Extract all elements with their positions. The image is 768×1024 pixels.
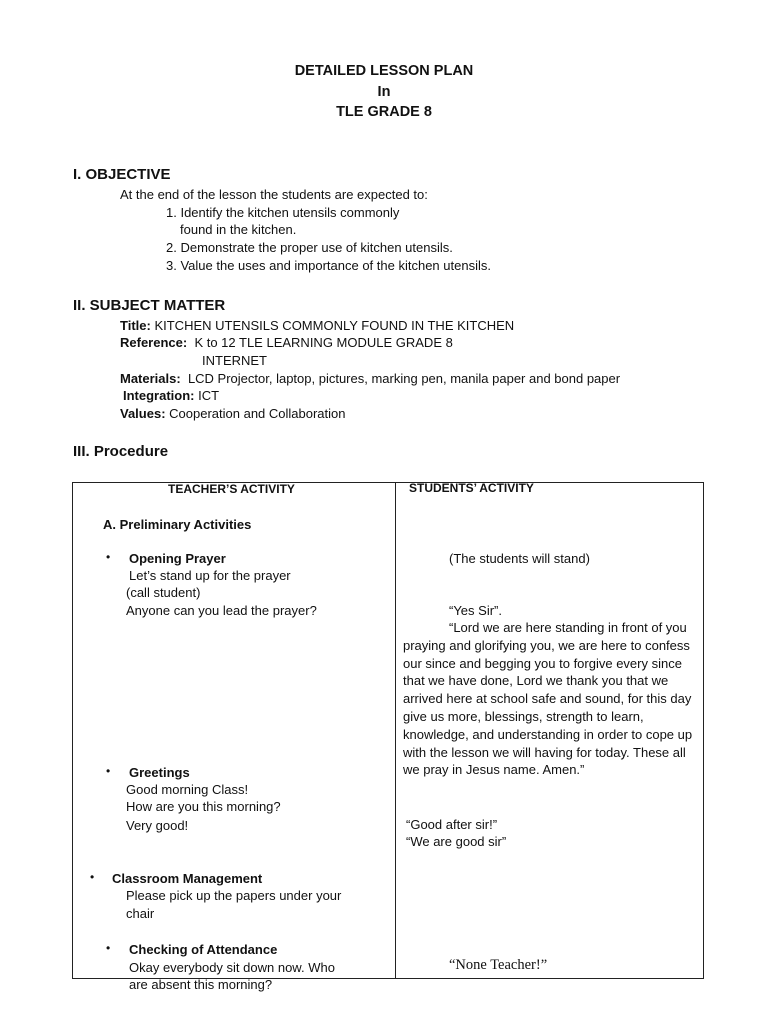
integration-row xyxy=(123,388,219,403)
teacher-activity-header: TEACHER’S ACTIVITY xyxy=(168,482,295,496)
bullet-attendance: • xyxy=(106,941,111,955)
students-prayer-text: “Lord we are here standing in front of you praying and glorifying you, we are here to confess our since and begging you to forgive every since that we have done, Lord we thank you that we arrived here at school safe and sound, for this day give us more, blessings, strength to learn, knowledge, and understanding in order to cope up with the lesson we will having for today. These all we pray in Jesus name. Amen.” xyxy=(403,620,693,778)
materials-label: Materials: xyxy=(120,371,181,386)
students-none: “None Teacher!” xyxy=(449,957,548,973)
classroom-management-line-2: chair xyxy=(126,906,155,921)
objective-item-3: 3. Value the uses and importance of the kitchen utensils. xyxy=(166,258,491,273)
classroom-management-label: Classroom Management xyxy=(112,871,263,886)
students-good: “We are good sir” xyxy=(406,834,507,849)
procedure-heading: III. Procedure xyxy=(73,443,169,460)
greetings-label: Greetings xyxy=(129,765,190,780)
classroom-management-line-1: Please pick up the papers under your xyxy=(126,888,342,903)
students-prayer xyxy=(403,619,695,779)
reference-value-2: INTERNET xyxy=(202,353,267,368)
students-good-after: “Good after sir!” xyxy=(406,817,498,832)
preliminary-activities: A. Preliminary Activities xyxy=(103,517,252,532)
doc-title-line1: DETAILED LESSON PLAN xyxy=(294,63,474,79)
bullet-classroom-management: • xyxy=(90,870,95,884)
bullet-opening-prayer: • xyxy=(106,550,111,564)
doc-title-line3: TLE GRADE 8 xyxy=(336,104,432,120)
objective-item-2: 2. Demonstrate the proper use of kitchen utensils. xyxy=(166,240,453,255)
attendance-label: Checking of Attendance xyxy=(129,942,278,957)
reference-label: Reference: xyxy=(120,335,188,350)
greetings-line-2: How are you this morning? xyxy=(126,799,281,814)
students-activity-header: STUDENTS’ ACTIVITY xyxy=(409,481,534,495)
opening-prayer-line-2: (call student) xyxy=(126,585,201,600)
materials-value: LCD Projector, laptop, pictures, marking pen, manila paper and bond paper xyxy=(187,371,621,386)
greetings-line-3: Very good! xyxy=(126,818,189,833)
opening-prayer-line-1: Let’s stand up for the prayer xyxy=(129,568,291,583)
integration-value: ICT xyxy=(198,388,220,403)
integration-label: Integration: xyxy=(123,388,195,403)
objective-heading: I. OBJECTIVE xyxy=(73,166,171,183)
opening-prayer-line-3: Anyone can you lead the prayer? xyxy=(126,603,317,618)
values-row xyxy=(120,406,346,421)
values-value: Cooperation and Collaboration xyxy=(169,406,346,421)
greetings-line-1: Good morning Class! xyxy=(126,782,249,797)
bullet-greetings: • xyxy=(106,764,111,778)
reference-row xyxy=(120,335,453,350)
title-row xyxy=(120,318,514,333)
attendance-line-1: Okay everybody sit down now. Who xyxy=(129,960,335,975)
title-value: KITCHEN UTENSILS COMMONLY FOUND IN THE KITCHEN xyxy=(154,318,515,333)
title-label: Title: xyxy=(120,318,151,333)
objective-intro: At the end of the lesson the students are expected to: xyxy=(120,187,428,202)
values-label: Values: xyxy=(120,406,166,421)
materials-row xyxy=(120,371,620,386)
subject-matter-heading: II. SUBJECT MATTER xyxy=(73,297,226,314)
doc-title-line2: In xyxy=(377,84,391,100)
attendance-line-2: are absent this morning? xyxy=(129,977,273,992)
objective-item-1b: found in the kitchen. xyxy=(180,222,297,237)
students-yes-sir: “Yes Sir”. xyxy=(449,603,502,618)
reference-value-1: K to 12 TLE LEARNING MODULE GRADE 8 xyxy=(194,335,453,350)
opening-prayer-label: Opening Prayer xyxy=(129,551,226,566)
table-column-divider xyxy=(395,482,396,979)
objective-item-1a: 1. Identify the kitchen utensils commonly xyxy=(166,205,400,220)
students-stand: (The students will stand) xyxy=(449,551,590,566)
